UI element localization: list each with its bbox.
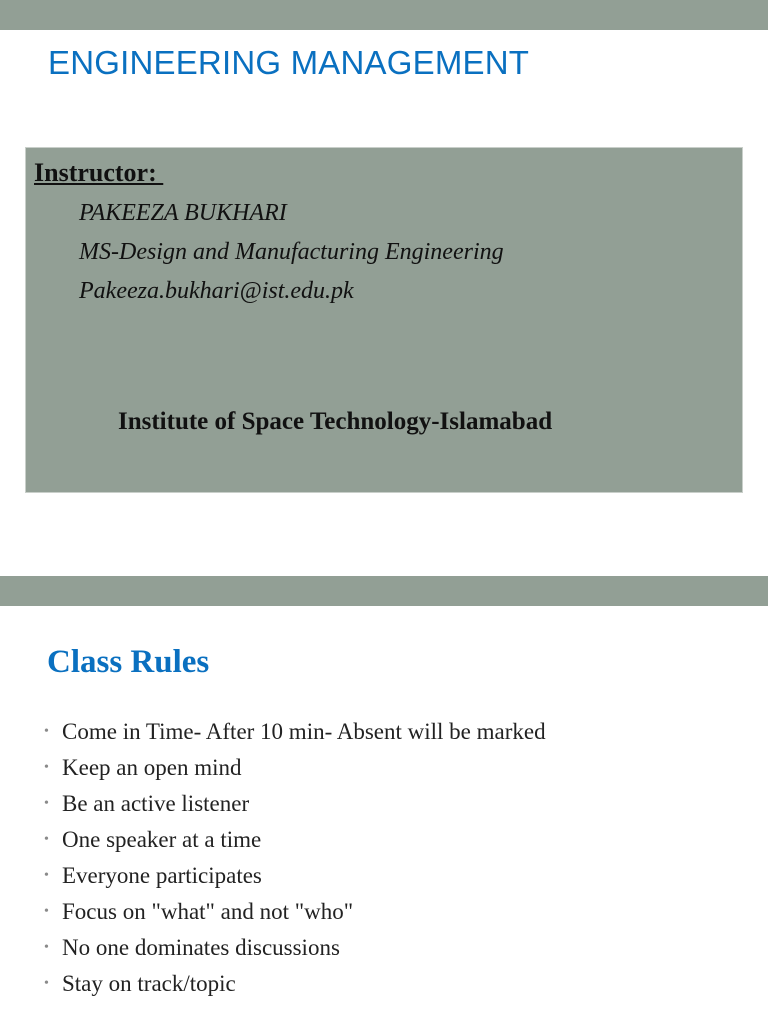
- bullet-icon: •: [44, 832, 49, 847]
- list-item: [44, 930, 546, 966]
- bullet-icon: •: [44, 976, 49, 991]
- instructor-name: PAKEEZA BUKHARI: [79, 200, 287, 226]
- rule-text: Be an active listener: [62, 791, 250, 816]
- rule-text: Stay on track/topic: [62, 971, 236, 996]
- top-band: [0, 0, 768, 30]
- class-rules-list: [44, 714, 546, 1002]
- rule-text: Come in Time- After 10 min- Absent will be marked: [62, 719, 546, 744]
- list-item: [44, 714, 546, 750]
- list-item: [44, 894, 546, 930]
- instructor-label: Instructor:: [34, 158, 164, 187]
- instructor-box: [25, 147, 743, 493]
- list-item: [44, 858, 546, 894]
- rule-text: Focus on "what" and not "who": [62, 899, 354, 924]
- slide-divider-band: [0, 576, 768, 606]
- list-item: [44, 750, 546, 786]
- list-item: [44, 966, 546, 1002]
- rule-text: Keep an open mind: [62, 755, 242, 780]
- bullet-icon: •: [44, 760, 49, 775]
- bullet-icon: •: [44, 940, 49, 955]
- list-item: [44, 786, 546, 822]
- rule-text: Everyone participates: [62, 863, 262, 888]
- bullet-icon: •: [44, 904, 49, 919]
- instructor-email: Pakeeza.bukhari@ist.edu.pk: [79, 278, 354, 304]
- bullet-icon: •: [44, 724, 49, 739]
- institute-name: Institute of Space Technology-Islamabad: [118, 408, 553, 435]
- rule-text: One speaker at a time: [62, 827, 262, 852]
- instructor-degree: MS-Design and Manufacturing Engineering: [79, 239, 504, 265]
- rule-text: No one dominates discussions: [62, 935, 340, 960]
- bullet-icon: •: [44, 868, 49, 883]
- class-rules-title: Class Rules: [47, 644, 210, 680]
- list-item: [44, 822, 546, 858]
- bullet-icon: •: [44, 796, 49, 811]
- slide-title: ENGINEERING MANAGEMENT: [48, 44, 530, 81]
